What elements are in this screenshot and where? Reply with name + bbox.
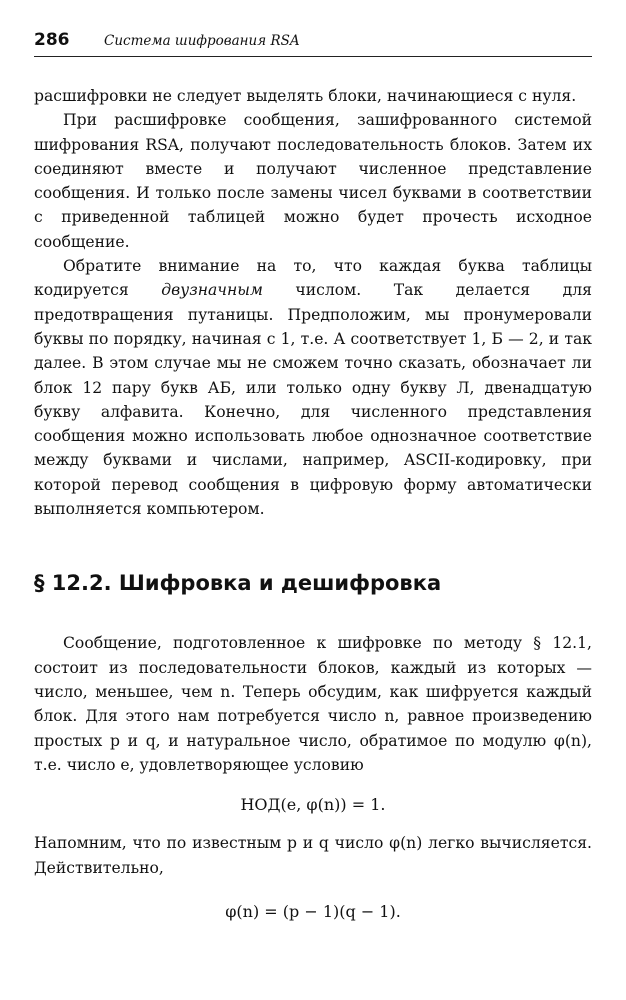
- paragraph-3-part-1: Обратите внимание на то, что каждая буква таблицы кодируется: [34, 257, 592, 300]
- running-title: Система шифрования RSA: [104, 33, 300, 49]
- paragraph-3: [34, 254, 592, 521]
- section-heading: § 12.2. Шифровка и дешифровка: [34, 571, 442, 596]
- emphasis-word: двузначным: [161, 281, 263, 300]
- formula-gcd: НОД(e, φ(n)) = 1.: [240, 795, 386, 815]
- formula-euler-phi: φ(n) = (p − 1)(q − 1).: [225, 902, 401, 922]
- paragraph-4: Сообщение, подготовленное к шифровке по методу § 12.1, состоит из последовательности блоков, каждый из которых — число, меньшее, чем n. Теперь обсудим, как шифруется каждый блок. Для этого нам потребуется число n, равное произведению простых p и q, и натуральное число, обратимое по модулю φ(n), т.е. число e, удовлетворяющее условию: [34, 634, 592, 774]
- paragraph-1: расшифровки не следует выделять блоки, начинающиеся с нуля.: [34, 87, 577, 105]
- page-number: 286: [34, 30, 70, 50]
- paragraph-5: Напомним, что по известным p и q число φ(n) легко вычисляется. Действительно,: [34, 834, 592, 877]
- paragraph-3-part-2: числом. Так делается для предотвращения путаницы. Предположим, мы пронумеровали буквы по порядку, начиная с 1, т.е. А соответствует 1, Б — 2, и так далее. В этом случае мы не сможем точно сказать, обозначает ли блок 12 пару букв АБ, или только одну букву Л, двенадцатую букву алфавита. Конечно, для численного представления сообщения можно использовать любое однозначное соответствие между буквами и числами, например, ASCII-кодировку, при которой перевод сообщения в цифровую форму автоматически выполняется компьютером.: [34, 281, 592, 519]
- paragraph-2: При расшифровке сообщения, зашифрованного системой шифрования RSA, получают последовательность блоков. Затем их соединяют вместе и получают численное представление сообщения. И только после замены чисел буквами в соответствии с приведенной таблицей можно будет прочесть исходное сообщение.: [34, 111, 592, 251]
- page-header: [34, 30, 592, 57]
- page-body: [34, 84, 592, 938]
